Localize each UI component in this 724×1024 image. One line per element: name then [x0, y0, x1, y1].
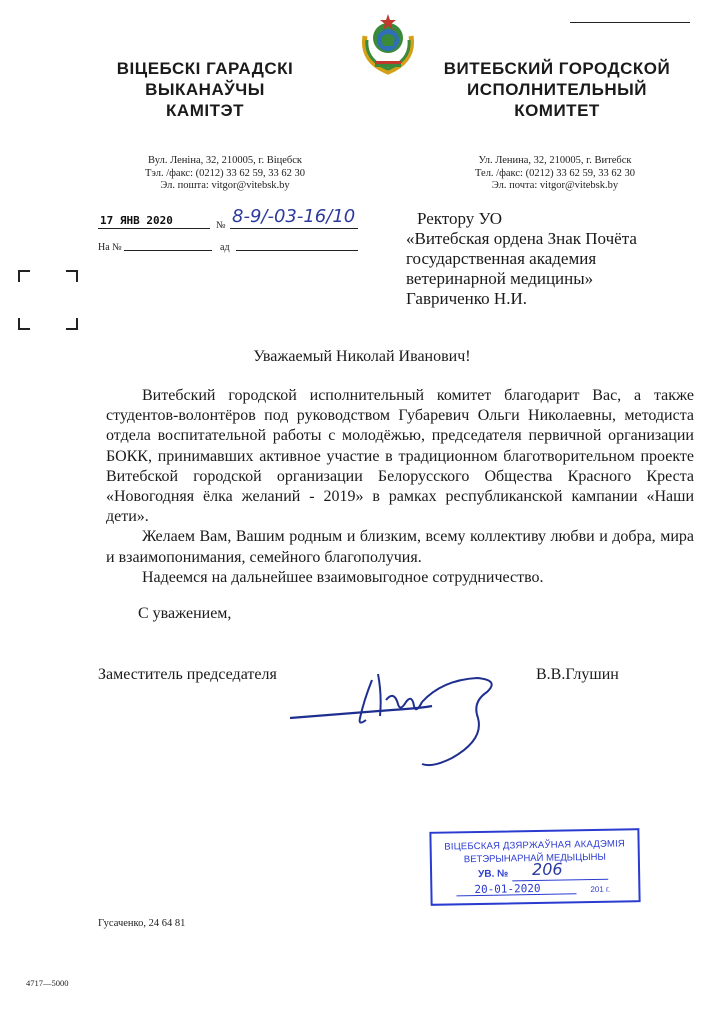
contact-ru-address: Ул. Ленина, 32, 210005, г. Витебск: [478, 155, 632, 166]
stamp-in-number: 206: [531, 859, 563, 880]
letter-paragraph-1: Витебский городской исполнительный комитет благодарит Вас, а также студентов-волонтёров под руководством Губаревич Ольги Николаевны, методиста отдела воспитательной работы с молодёжью, председателя первичной организации БОКК, принимавших активное участие в традиционном благотворительном проекте Витебской городской организации Белорусского Общества Красного Креста «Новогодняя ёлка желаний - 2019» в рамках республиканской кампании «Наши дети».: [106, 387, 694, 526]
contact-belarusian: [110, 155, 340, 193]
letter-greeting: Уважаемый Николай Иванович!: [253, 348, 471, 365]
header-ru-line1: ВИТЕБСКИЙ ГОРОДСКОЙ: [443, 59, 671, 78]
header-russian: [412, 58, 702, 121]
na-label: На №: [98, 242, 122, 253]
signer-name: В.В.Глушин: [536, 666, 619, 683]
stamp-line1: ВІЦЕБСКАЯ ДЗЯРЖАЎНАЯ АКАДЭМІЯ: [444, 838, 626, 853]
corner-mark-bottom-right: [66, 318, 78, 330]
addressee-line4: ветеринарной медицины»: [406, 269, 594, 288]
addressee-line3: государственная академия: [406, 249, 597, 268]
stamp-in-label: УВ. №: [478, 868, 509, 880]
date-stamp: 17 ЯНВ 2020: [100, 214, 173, 227]
number-label: №: [216, 220, 226, 231]
corner-mark-bottom-left: [18, 318, 30, 330]
header-by-line1: ВІЦЕБСКІ ГАРАДСКІ: [116, 59, 294, 78]
letter-paragraph-3: Надеемся на дальнейшее взаимовыгодное сотрудничество.: [142, 568, 544, 586]
stamp-line2: ВЕТЭРЫНАРНАЙ МЕДЫЦЫНЫ: [463, 851, 606, 866]
top-right-line: [570, 22, 690, 23]
incoming-registration-stamp: [429, 828, 640, 906]
ad-label: ад: [220, 242, 230, 253]
signer-title: Заместитель председателя: [98, 666, 277, 683]
letter-body: [106, 386, 694, 588]
corner-mark-top-right: [66, 270, 78, 282]
contact-by-address: Вул. Леніна, 32, 210005, г. Віцебск: [147, 155, 303, 166]
addressee-line2: «Витебская ордена Знак Почёта: [406, 229, 637, 248]
print-code: 4717—5000: [26, 978, 69, 988]
addressee-line5: Гавриченко Н.И.: [406, 289, 527, 308]
header-by-line3: КАМІТЭТ: [166, 101, 244, 120]
stamp-year-suffix: 201 г.: [590, 884, 611, 895]
state-emblem: [357, 6, 419, 76]
corner-mark-top-left: [18, 270, 30, 282]
ad-field-line: [236, 250, 358, 251]
contact-by-phone: Тэл. /факс: (0212) 33 62 59, 33 62 30: [144, 167, 305, 179]
contact-ru-email: Эл. почта: vitgor@vitebsk.by: [491, 180, 619, 191]
header-ru-line2: ИСПОЛНИТЕЛЬНЫЙ: [467, 80, 647, 99]
header-ru-line3: КОМИТЕТ: [514, 101, 600, 120]
stamp-date: 20-01-2020: [474, 881, 541, 897]
stamp-number-line: [512, 879, 608, 882]
addressee-line1: Ректору УО: [417, 209, 503, 228]
letter-closing: С уважением,: [138, 605, 232, 622]
addressee-block: [406, 209, 637, 309]
executor-info: Гусаченко, 24 64 81: [98, 918, 186, 929]
number-field-line: [230, 228, 358, 229]
date-field-line: [98, 228, 210, 229]
contact-by-email: Эл. пошта: vitgor@vitebsk.by: [160, 180, 290, 191]
header-belarusian: [90, 58, 320, 121]
outgoing-number: 8-9/-03-16/10: [232, 206, 356, 227]
outgoing-registration: [98, 206, 368, 253]
contact-ru-phone: Тел. /факс: (0212) 33 62 59, 33 62 30: [475, 167, 635, 179]
header-by-line2: ВЫКАНАЎЧЫ: [145, 80, 265, 99]
letter-paragraph-2: Желаем Вам, Вашим родным и близким, всему коллективу любви и добра, мира и взаимопонимания, семейного благополучия.: [106, 528, 694, 566]
na-field-line: [124, 250, 212, 251]
handwritten-signature: [282, 660, 512, 770]
contact-russian: [440, 155, 670, 193]
